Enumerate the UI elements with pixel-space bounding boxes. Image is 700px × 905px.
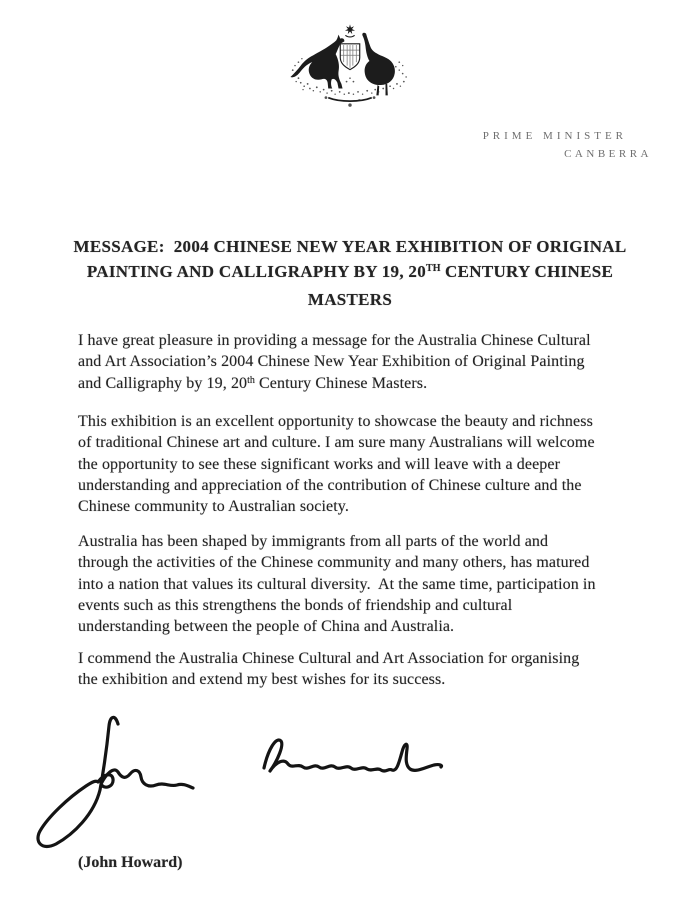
- letterhead-office: PRIME MINISTER: [482, 130, 627, 142]
- letterhead-city: CANBERRA: [564, 148, 652, 160]
- paragraph-3: [78, 531, 648, 637]
- scroll-icon: [325, 96, 376, 107]
- title-line: MASTERS: [307, 290, 393, 309]
- text-line: into a nation that values its cultural diversity. At the same time, participation in: [78, 575, 596, 593]
- signature-name: (John Howard): [78, 854, 183, 871]
- text-line: and Art Association’s 2004 Chinese New Year Exhibition of Original Painting: [78, 353, 585, 371]
- superscript: th: [247, 374, 255, 386]
- title-line: MESSAGE: 2004 CHINESE NEW YEAR EXHIBITION OF ORIGINAL: [73, 237, 627, 256]
- text-line: through the activities of the Chinese community and many others, has matured: [78, 554, 590, 572]
- paragraph-1: [78, 330, 648, 396]
- text-line: understanding and appreciation of the contribution of Chinese culture and the: [78, 476, 582, 494]
- text-line: understanding between the people of China and Australia.: [78, 618, 455, 636]
- signature-handwriting: [30, 708, 450, 853]
- message-title: [70, 234, 630, 312]
- text-line: the opportunity to see these significant works and will leave with a deeper: [78, 455, 561, 473]
- text-line: Chinese community to Australian society.: [78, 498, 349, 516]
- paragraph-2: [78, 411, 648, 517]
- text-line: and Calligraphy by 19, 20th Century Chinese Masters.: [78, 374, 428, 392]
- superscript: TH: [426, 263, 441, 274]
- text-line: Australia has been shaped by immigrants from all parts of the world and: [78, 533, 549, 550]
- title-line: PAINTING AND CALLIGRAPHY BY 19, 20TH CENTURY CHINESE: [86, 262, 614, 281]
- commonwealth-star-icon: [345, 24, 355, 34]
- text-line: I have great pleasure in providing a message for the Australia Chinese Cultural: [78, 332, 591, 349]
- coat-of-arms-icon: [287, 20, 413, 110]
- paragraph-4: [78, 648, 648, 691]
- text-line: events such as this strengthens the bonds of friendship and cultural: [78, 596, 513, 614]
- text-line: of traditional Chinese art and culture. I am sure many Australians will welcome: [78, 434, 595, 452]
- text-line: I commend the Australia Chinese Cultural and Art Association for organising: [78, 650, 580, 667]
- text-line: This exhibition is an excellent opportunity to showcase the beauty and richness: [78, 413, 593, 430]
- text-line: the exhibition and extend my best wishes for its success.: [78, 671, 446, 689]
